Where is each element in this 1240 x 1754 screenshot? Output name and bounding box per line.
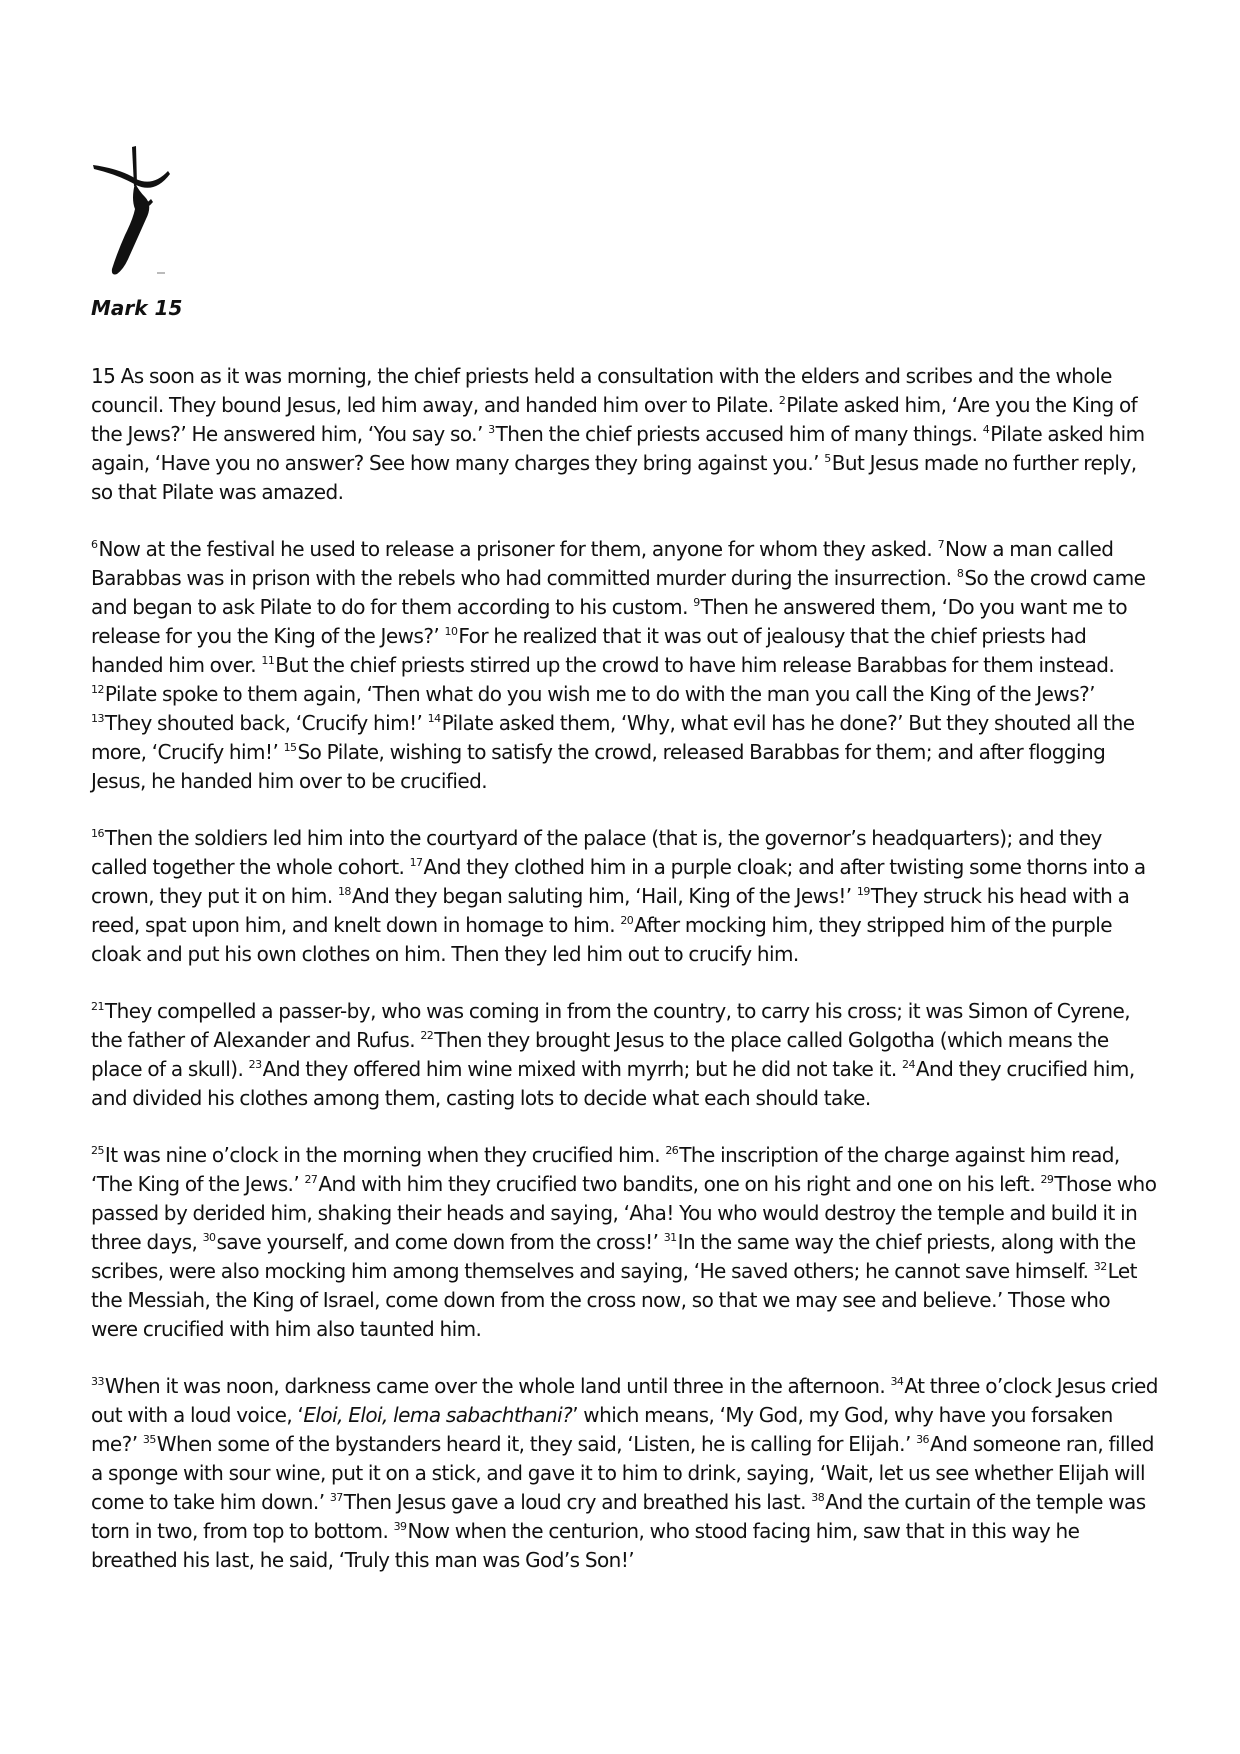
verse-number: 38 [811, 1491, 825, 1505]
verse-text: And they offered him wine mixed with myrrh; but he did not take it. [262, 1057, 902, 1081]
verse-number: 37 [329, 1491, 343, 1505]
verse-number: 17 [409, 856, 423, 870]
verse-text: In the same way the chief priests, along with the scribes, were also mocking him among themselves and saying, ‘He saved others; he cannot save himself. [91, 1230, 1136, 1283]
verse-text: So Pilate, wishing to satisfy the crowd, released Barabbas for them; and after flogging Jesus, he handed him over to be crucified. [91, 740, 1106, 793]
verse-text: But Jesus made no further reply, so that Pilate was amazed. [91, 451, 1137, 504]
verse-text: When some of the bystanders heard it, they said, ‘Listen, he is calling for Elijah.’ [156, 1432, 917, 1456]
verse-text: Those who passed by derided him, shaking their heads and saying, ‘Aha! You who would destroy the temple and build it in three days, [91, 1172, 1157, 1254]
verse-number: 35 [142, 1433, 156, 1447]
verse-number: 7 [937, 538, 945, 552]
verse-number: 2 [778, 394, 786, 408]
verse-text: Pilate asked him, ‘Are you the King of the Jews?’ He answered him, ‘You say so.’ [91, 393, 1138, 446]
verse-number: 31 [663, 1231, 677, 1245]
verse-text: Then they brought Jesus to the place called Golgotha (which means the place of a skull). [91, 1028, 1109, 1081]
verse-text: Pilate spoke to them again, ‘Then what do you wish me to do with the man you call the King of the Jews?’ [104, 682, 1095, 706]
verse-text: Pilate asked them, ‘Why, what evil has he done?’ But they shouted all the more, ‘Crucify him!’ [91, 711, 1135, 764]
verse-number: 6 [91, 538, 98, 552]
verse-text: The inscription of the charge against him read, ‘The King of the Jews.’ [91, 1143, 1120, 1196]
verse-number: 4 [982, 423, 990, 437]
verse-text: Then he answered them, ‘Do you want me to release for you the King of the Jews?’ [91, 595, 1128, 648]
verse-number: 30 [202, 1231, 216, 1245]
verse-number: 32 [1093, 1260, 1107, 1274]
verse-number: 15 [283, 741, 297, 755]
verse-text: And they began saluting him, ‘Hail, King of the Jews!’ [351, 884, 857, 908]
verse-number: 9 [693, 596, 700, 610]
verse-text: They shouted back, ‘Crucify him!’ [104, 711, 428, 735]
brush-cross-figure-icon [91, 145, 191, 280]
verse-text: So the crowd came and began to ask Pilate to do for them according to his custom. [91, 566, 1146, 619]
verse-text: Then the soldiers led him into the courtyard of the palace (that is, the governor’s headquarters); and they called together the whole cohort. [91, 826, 1102, 879]
verse-text: Now when the centurion, who stood facing him, saw that in this way he breathed his last, he said, ‘Truly this man was God’s Son!’ [91, 1519, 1080, 1572]
paragraph [91, 362, 1161, 507]
verse-number: 26 [665, 1144, 679, 1158]
verse-number: 10 [444, 625, 458, 639]
verse-text: Let the Messiah, the King of Israel, come down from the cross now, so that we may see and believe.’ Those who were crucified with him also taunted him. [91, 1259, 1137, 1341]
verse-number: 20 [620, 914, 634, 928]
verse-number: 16 [91, 827, 104, 841]
verse-text: After mocking him, they stripped him of the purple cloak and put his own clothes on him. Then they led him out to crucify him. [91, 913, 1112, 966]
verse-number: 3 [488, 423, 495, 437]
verse-number: 24 [902, 1058, 915, 1072]
verse-number: 25 [91, 1144, 104, 1158]
paragraph [91, 997, 1161, 1113]
verse-text: It was nine o’clock in the morning when they crucified him. [104, 1143, 666, 1167]
verse-text: And they clothed him in a purple cloak; and after twisting some thorns into a crown, they put it on him. [91, 855, 1146, 908]
verse-text: Pilate asked him again, ‘Have you no answer? See how many charges they bring against you.’ [91, 422, 1145, 475]
document-page [91, 145, 1161, 1603]
verse-text: And the curtain of the temple was torn in two, from top to bottom. [91, 1490, 1146, 1543]
verse-number: 21 [91, 1000, 104, 1014]
verse-number: 33 [91, 1375, 104, 1389]
verse-number: 19 [856, 885, 870, 899]
paragraph [91, 1141, 1161, 1344]
verse-text: When it was noon, darkness came over the whole land until three in the afternoon. [104, 1374, 891, 1398]
italic-phrase: Eloi, Eloi, lema sabachthani? [303, 1403, 573, 1427]
verse-text: They compelled a passer-by, who was coming in from the country, to carry his cross; it was Simon of Cyrene, the father of Alexander and Rufus. [91, 999, 1131, 1052]
verse-text: ’ which means, ‘My God, my God, why have you forsaken me?’ [91, 1403, 1113, 1456]
verse-number: 39 [393, 1520, 407, 1534]
verse-number: 18 [337, 885, 351, 899]
verse-text: And with him they crucified two bandits, one on his right and one on his left. [318, 1172, 1041, 1196]
verse-number: 13 [91, 712, 104, 726]
verse-text: save yourself, and come down from the cross!’ [216, 1230, 664, 1254]
verse-text: At three o’clock Jesus cried out with a loud voice, ‘ [91, 1374, 1158, 1427]
verse-text: And someone ran, filled a sponge with sour wine, put it on a stick, and gave it to him to drink, saying, ‘Wait, let us see whether Elijah will come to take him down.’ [91, 1432, 1154, 1514]
paragraph [91, 535, 1161, 796]
verse-number: 8 [956, 567, 964, 581]
verse-number: 29 [1040, 1173, 1054, 1187]
verse-text: And they crucified him, and divided his clothes among them, casting lots to decide what each should take. [91, 1057, 1135, 1110]
verse-number: 36 [916, 1433, 930, 1447]
paragraph [91, 824, 1161, 969]
verse-number: 22 [420, 1029, 434, 1043]
verse-number: 23 [248, 1058, 262, 1072]
verse-number: 11 [261, 654, 275, 668]
verse-text: For he realized that it was out of jealousy that the chief priests had handed him over. [91, 624, 1087, 677]
verse-text: They struck his head with a reed, spat upon him, and knelt down in homage to him. [91, 884, 1130, 937]
verse-number: 5 [824, 452, 831, 466]
verse-text: Then Jesus gave a loud cry and breathed his last. [343, 1490, 812, 1514]
verse-number: 12 [91, 683, 104, 697]
scripture-passage [91, 362, 1161, 1575]
chapter-heading: Mark 15 [91, 296, 183, 320]
verse-number: 27 [304, 1173, 318, 1187]
verse-text: But the chief priests stirred up the crowd to have him release Barabbas for them instead. [275, 653, 1115, 677]
verse-text: Then the chief priests accused him of many things. [495, 422, 983, 446]
verse-number: 34 [890, 1375, 904, 1389]
verse-text: 15 As soon as it was morning, the chief priests held a consultation with the elders and scribes and the whole council. They bound Jesus, led him away, and handed him over to Pilate. [91, 364, 1112, 417]
verse-text: Now a man called Barabbas was in prison with the rebels who had committed murder during the insurrection. [91, 537, 1114, 590]
verse-number: 14 [427, 712, 441, 726]
paragraph [91, 1372, 1161, 1575]
verse-text: Now at the festival he used to release a prisoner for them, anyone for whom they asked. [98, 537, 938, 561]
